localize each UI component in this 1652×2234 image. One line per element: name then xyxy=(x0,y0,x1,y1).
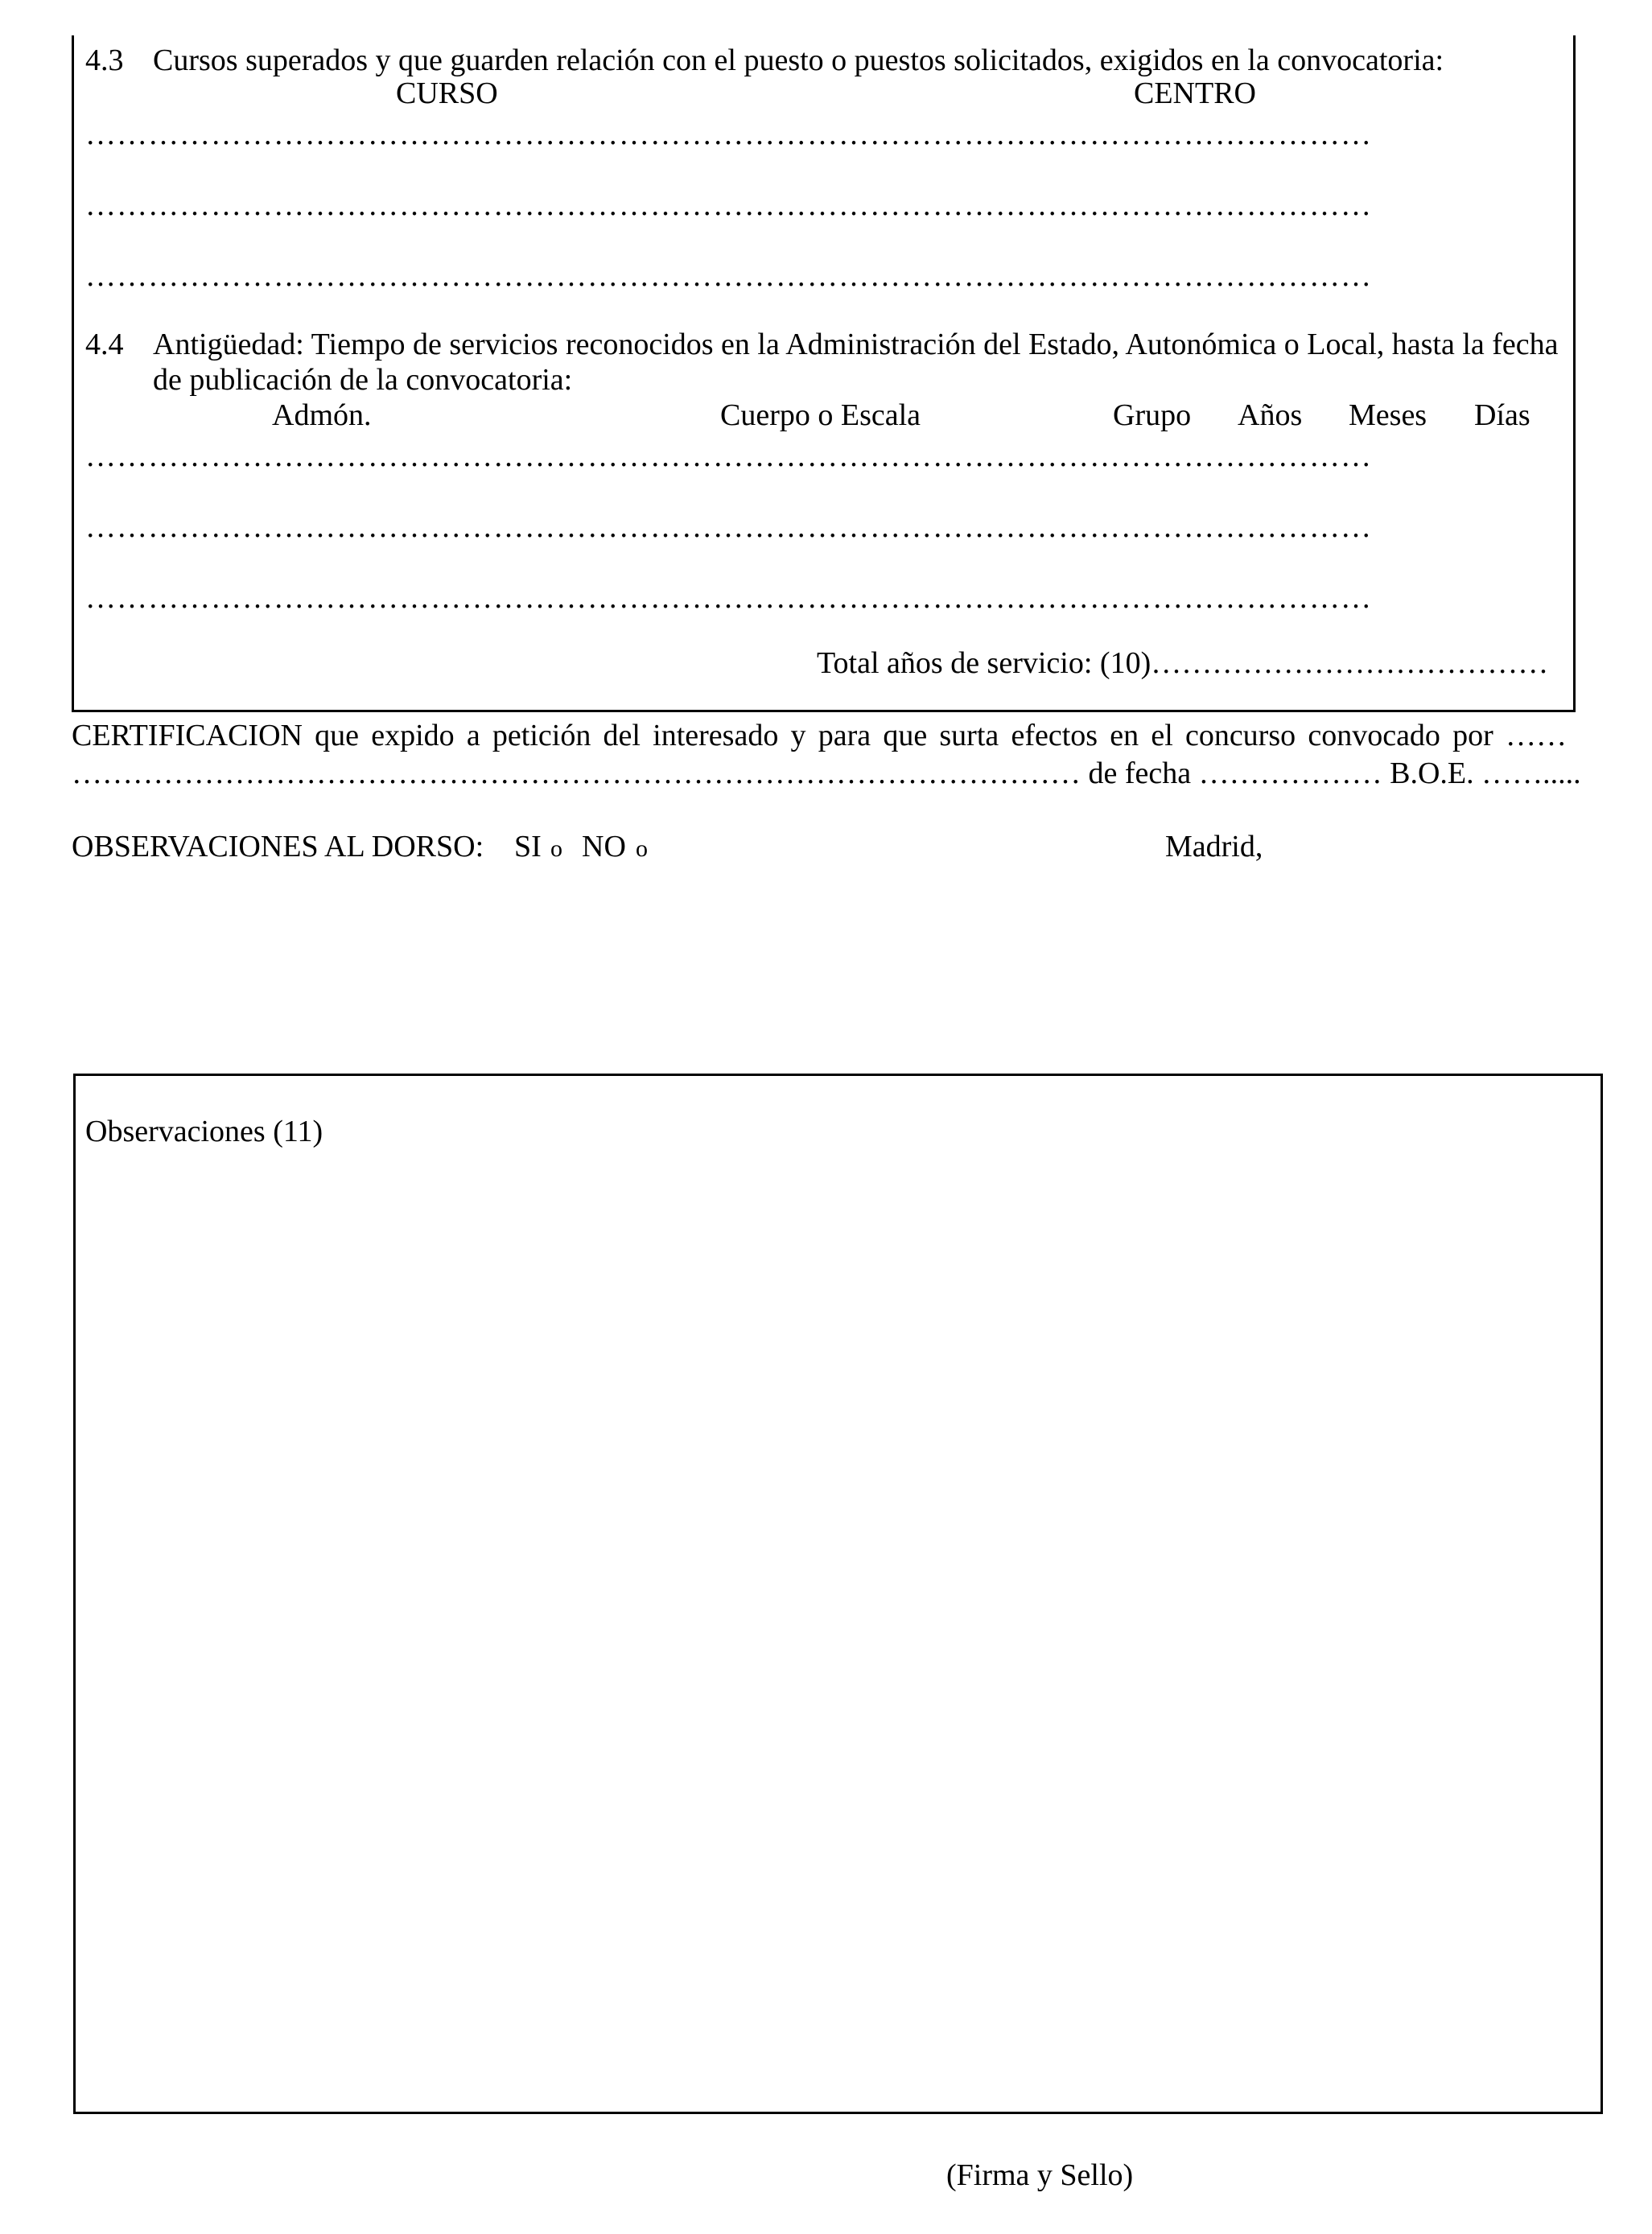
col-dias: Días xyxy=(1474,398,1530,432)
firma-sello: (Firma y Sello) xyxy=(946,2158,1134,2192)
certification-line-1: CERTIFICACION que expido a petición del interesado y para que surta efectos en el concurso convocado por …… xyxy=(72,719,1567,752)
certification-line-2[interactable]: ……………………………………………………………………………………… de fecha ……………… B.O.E. ……..... xyxy=(72,756,1581,790)
col-centro: CENTRO xyxy=(1134,76,1256,110)
observaciones-box[interactable] xyxy=(73,1074,1603,2114)
place-madrid: Madrid, xyxy=(1165,830,1263,864)
col-anos: Años xyxy=(1238,398,1303,432)
col-meses: Meses xyxy=(1349,398,1427,432)
si-label: SI xyxy=(514,830,542,864)
curso-line-1[interactable]: …………………………………………………………………………………………………………… xyxy=(85,119,1372,150)
curso-line-3[interactable]: …………………………………………………………………………………………………………… xyxy=(85,261,1372,291)
observaciones-dorso-label: OBSERVACIONES AL DORSO: xyxy=(72,830,484,864)
observaciones-label: Observaciones (11) xyxy=(85,1115,323,1148)
antiguedad-line-1[interactable]: …………………………………………………………………………………………………………… xyxy=(85,441,1372,472)
no-label: NO xyxy=(582,830,626,864)
col-grupo: Grupo xyxy=(1113,398,1192,432)
section-4-4-text-line2: de publicación de la convocatoria: xyxy=(153,363,573,397)
no-radio-icon[interactable]: o xyxy=(636,835,648,862)
antiguedad-line-2[interactable]: …………………………………………………………………………………………………………… xyxy=(85,512,1372,542)
col-admon: Admón. xyxy=(272,398,372,432)
curso-line-2[interactable]: …………………………………………………………………………………………………………… xyxy=(85,190,1372,221)
section-4-3-text: Cursos superados y que guarden relación con el puesto o puestos solicitados, exigidos en la convocatoria: xyxy=(153,43,1444,77)
col-curso: CURSO xyxy=(396,76,498,110)
total-anos-servicio[interactable]: Total años de servicio: (10)………………………………… xyxy=(817,646,1549,680)
section-4-4-text-line1: Antigüedad: Tiempo de servicios reconocidos en la Administración del Estado, Autonómica o Local, hasta la fecha xyxy=(153,328,1559,361)
si-radio-icon[interactable]: o xyxy=(550,835,562,862)
col-cuerpo-escala: Cuerpo o Escala xyxy=(720,398,921,432)
antiguedad-line-3[interactable]: …………………………………………………………………………………………………………… xyxy=(85,583,1372,613)
section-4-3-number: 4.3 xyxy=(85,43,124,77)
section-4-4-number: 4.4 xyxy=(85,328,124,361)
